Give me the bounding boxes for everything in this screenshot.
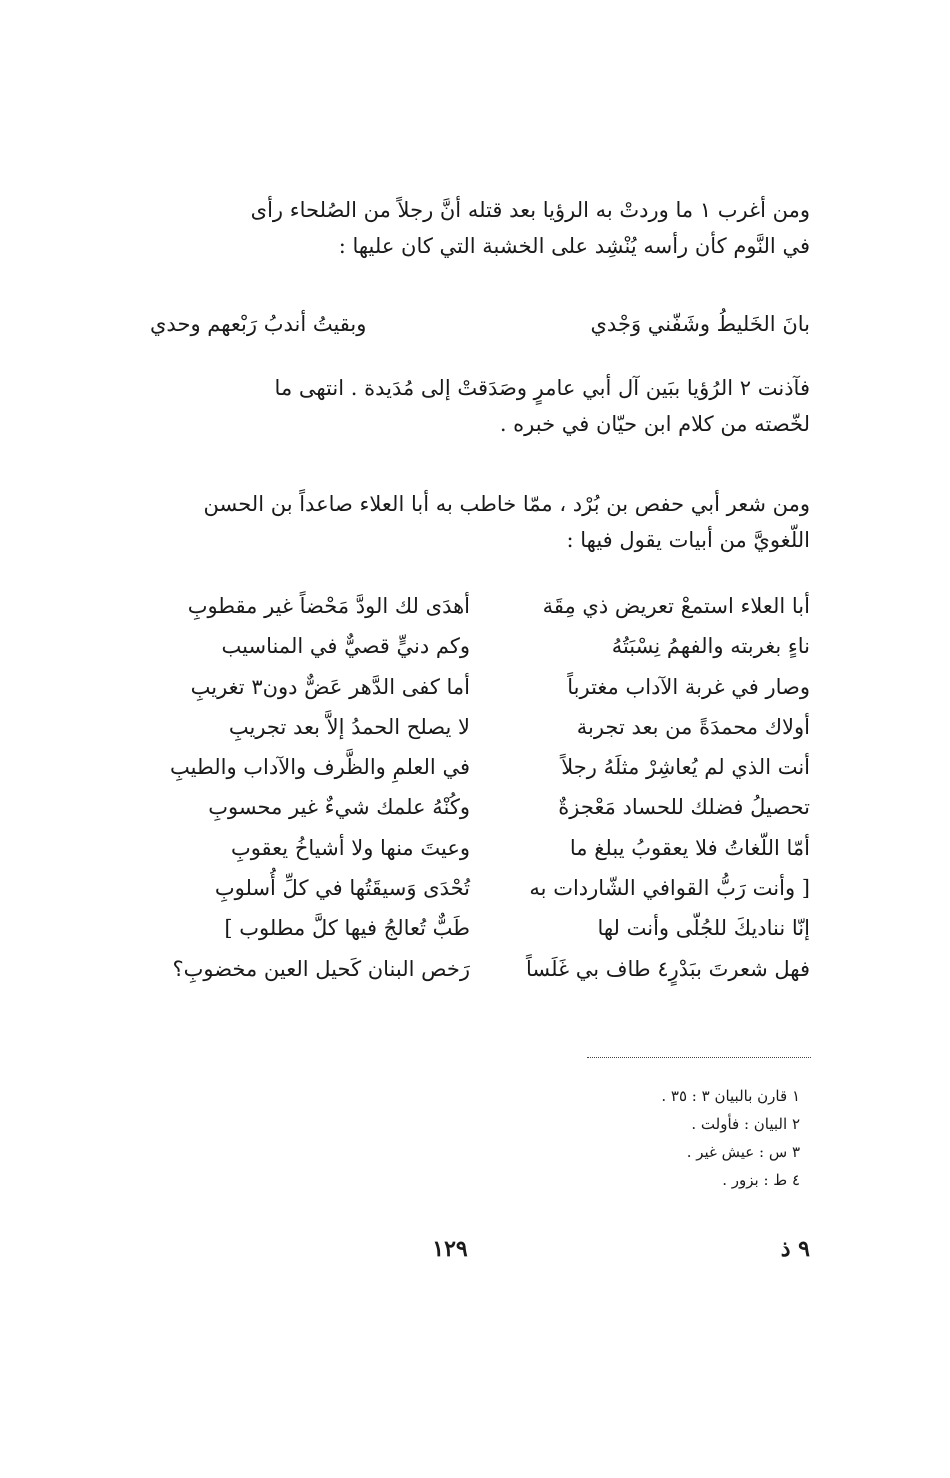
poem-second-hemistich: رَخص البنان كَحيل العين مخضوبِ؟ bbox=[172, 956, 470, 981]
poem-verse bbox=[150, 789, 810, 829]
poem-first-hemistich: [ وأنت رَبُّ القوافي الشّاردات به bbox=[529, 876, 810, 901]
verse-first-hemistich: بانَ الخَليطُ وشَفّني وَجْدي bbox=[590, 312, 810, 336]
poem-verse bbox=[150, 628, 810, 668]
poem-verse bbox=[150, 588, 810, 628]
poem-second-hemistich: لا يصلح الحمدُ إلاَّ بعد تجريبِ bbox=[228, 714, 470, 739]
poem-first-hemistich: أنت الذي لم يُعاشِرْ مثلَهُ رجلاً bbox=[561, 755, 810, 780]
poem-first-hemistich: ناءٍ بغربته والفهمُ نِسْبَتُهُ bbox=[611, 634, 810, 659]
poem-first-hemistich: أولاك محمدَةً من بعد تجربة bbox=[576, 714, 810, 739]
poem-verse bbox=[150, 951, 810, 991]
text-line: فآذنت ٢ الرُؤيا ببَين آل أبي عامرٍ وصَدَقتْ إلى مُدَيدة . انتهى ما bbox=[274, 376, 810, 400]
poem-verse bbox=[150, 749, 810, 789]
single-verse bbox=[150, 306, 810, 342]
poem-second-hemistich: وكُنْهُ علمك شيءٌ غير محسوبِ bbox=[208, 795, 470, 820]
footnote: ١ قارن بالبيان ٣ : ٣٥ . bbox=[661, 1087, 800, 1105]
footnote: ٢ البيان : فأولت . bbox=[691, 1115, 800, 1133]
poem-first-hemistich: فهل شعرتَ ببَدْرٍ٤ طاف بي غَلَساً bbox=[525, 956, 810, 981]
paragraph-dream-account bbox=[140, 192, 810, 264]
poem-verse bbox=[150, 830, 810, 870]
paragraph-poem-intro bbox=[140, 486, 810, 558]
poem-verse bbox=[150, 669, 810, 709]
verse-second-hemistich: وبقيتُ أندبُ رَبْعهم وحدي bbox=[150, 312, 367, 336]
poem-second-hemistich: أهدَى لك الودَّ مَحْضاً غير مقطوبِ bbox=[187, 594, 470, 618]
poem-second-hemistich: في العلمِ والظَّرف والآداب والطيبِ bbox=[170, 755, 470, 780]
text-line: ومن أغرب ١ ما وردتْ به الرؤيا بعد قتله أنَّ رجلاً من الصُلحاء رأى bbox=[250, 198, 810, 222]
poem-verse bbox=[150, 870, 810, 910]
poem-second-hemistich: وكم دنيٍّ قصيٌّ في المناسيب bbox=[221, 634, 470, 659]
poem-second-hemistich: تُحْدَى وَسيقَتُها في كلِّ أُسلوبِ bbox=[214, 876, 470, 901]
poem-verse bbox=[150, 709, 810, 749]
footnote: ٤ ط : بزور . bbox=[722, 1171, 800, 1189]
poem-first-hemistich: أمّا اللّغاتُ فلا يعقوبُ يبلغ ما bbox=[569, 835, 810, 860]
poem-block bbox=[150, 588, 810, 991]
page-number: ١٢٩ bbox=[432, 1236, 468, 1262]
poem-second-hemistich: وعيتَ منها ولا أشياخُ يعقوبِ bbox=[230, 835, 470, 860]
paragraph-omen bbox=[140, 370, 810, 442]
footnote-separator bbox=[587, 1057, 811, 1058]
signature-mark: ٩ ذ bbox=[780, 1236, 810, 1262]
footnotes bbox=[500, 1082, 800, 1194]
poem-first-hemistich: أبا العلاء استمعْ تعريض ذي مِقَة bbox=[542, 594, 810, 618]
text-line: اللّغويَّ من أبيات يقول فيها : bbox=[566, 528, 810, 552]
text-line: في النَّوم كأن رأسه يُنْشِد على الخشبة التي كان عليها : bbox=[338, 234, 810, 258]
footnote: ٣ س : عيش غير . bbox=[686, 1143, 800, 1161]
poem-first-hemistich: تحصيلُ فضلك للحساد مَعْجزةٌ bbox=[558, 795, 810, 820]
poem-second-hemistich: أما كفى الدَّهر عَضٌّ دون٣ تغريبِ bbox=[190, 674, 470, 699]
poem-verse bbox=[150, 910, 810, 950]
poem-second-hemistich: طَبٌّ تُعالجُ فيها كلَّ مطلوب ] bbox=[224, 916, 470, 941]
text-line: ومن شعر أبي حفص بن بُرْد ، ممّا خاطب به أبا العلاء صاعداً بن الحسن bbox=[203, 492, 810, 516]
poem-first-hemistich: إنّا نناديكَ للجُلّى وأنت لها bbox=[597, 916, 810, 941]
poem-first-hemistich: وصار في غربة الآداب مغترباً bbox=[567, 674, 810, 699]
text-line: لخّصته من كلام ابن حيّان في خبره . bbox=[499, 412, 810, 436]
